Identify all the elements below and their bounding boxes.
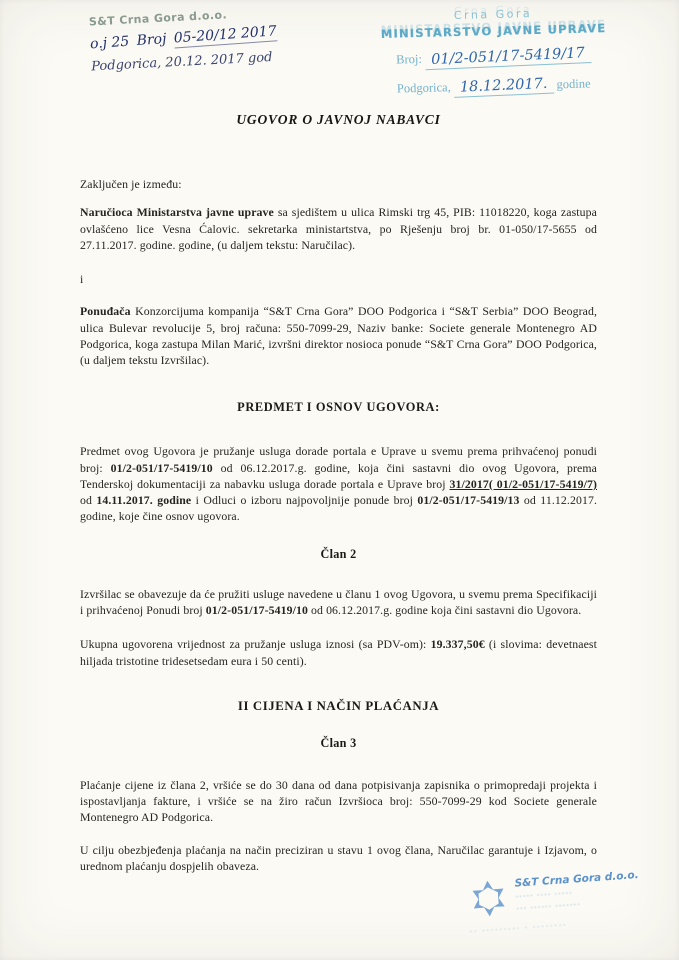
heading-clan-2: Član 2	[320, 546, 357, 561]
paragraph-narucilac: Naručioca Ministarstva javne uprave sa sjedištem u ulica Rimski trg 45, PIB: 11018220, koga zastupa ovlašćeno lice Vesna Ćalovic. sekretarka ministartstva, po Rješenju broj br. 01-050/17-5655 od 27.11.2017. godine. godine, (u daljem tekstu: Naručilac).	[80, 205, 597, 252]
contract-body	[80, 0, 597, 874]
ministry-name-label: MINISTARSTVO JAVNE UPRAVE	[380, 21, 607, 41]
ministry-country-label: Crna Gora	[453, 6, 533, 23]
paragraph-placanje: Plaćanje cijene iz člana 2, vršiće se do 30 dana od dana potpisivanja zapisnika o primopredaji projekta i ispostavljanja fakture, i vršiće se na žiro račun Izvršioca broj: 550-7099-29 kod Societe generale Montenegro AD Podgorica.	[80, 777, 597, 825]
place-label: Podgorica,	[396, 80, 451, 96]
stamp-company-name: S&T Crna Gora d.o.o.	[514, 869, 640, 890]
heading-predmet-i-osnov: PREDMET I OSNOV UGOVORA:	[237, 400, 440, 415]
paragraph-ugovorena-vrijednost: Ukupna ugovorena vrijednost za pružanje usluga iznosi (sa PDV-om): 19.337,50€ (i slovima: devetnaest hiljada tristotine tridesetsedam eura i 50 centi).	[80, 637, 597, 668]
paragraph-ponudjac: Ponuđača Konzorcijuma kompanija “S&T Crna Gora” DOO Podgorica i “S&T Serbia” DOO Beograd, ulica Bulevar revolucije 5, broj računa: 550-7099-29, Naziv banke: Societe generale Montenegro AD Podgorica, koga zastupa Milan Marić, izvršni direktor nosioca ponude “S&T Crna Gora” DOO Podgorica, (u daljem tekstu Izvršilac).	[80, 304, 597, 368]
heading-clan-3: Član 3	[320, 735, 357, 750]
stamp-fine-print-3: ·· ········· · ········	[469, 921, 568, 936]
paragraph-obaveza-izvrsioca: Izvršilac se obavezuje da će pružiti usluge navedene u članu 1 ovog Ugovora, u svemu prema Specifikaciji i prihvaćenoj Ponudi broj 01/2-051/17-5419/10 od 06.12.2017.g. godine koja čini sastavni dio Ugovora.	[80, 586, 597, 617]
heading-cijena-i-nacin-placanja: II CIJENA I NAČIN PLAĆANJA	[237, 698, 440, 713]
paragraph-intro: Zaključen je između:	[80, 177, 182, 191]
protocol-broj-label: Broj	[136, 31, 167, 50]
date-value-handwritten: 18.12.2017.	[454, 76, 554, 98]
paragraph-predmet: Predmet ovog Ugovora je pružanje usluga dorade portala e Uprave u svemu prema prihvaćenoj ponudi broj: 01/2-051/17-5419/10 od 06.12.2017.g. godine, koja čini sastavni dio ovog Ugovora, prema Tenderskoj dokumentaciji za nabavku usluga dorade portala e Uprave broj 31/2017( 01/2-051/17-5419/7) od 14.11.2017. godine i Odluci o izboru najpovoljnije ponude broj 01/2-051/17-5419/13 od 11.12.2017. godine, koje čine osnov ugovora.	[80, 444, 598, 524]
stamp-text-block	[514, 869, 641, 914]
snt-star-logo-icon	[466, 876, 511, 926]
date-suffix-label: godine	[556, 76, 591, 92]
stamp-fine-print-2: ··· ······ ·······	[516, 900, 582, 914]
broj-value-handwritten: 01/2-051/17-5419/17	[425, 45, 591, 70]
handwritten-place-date: Podgorica, 20.12. 2017 god	[90, 49, 273, 75]
protocol-number-value: 05-20/12 2017	[173, 23, 278, 47]
paragraph-garancija-placanja: U cilju obezbjeđenja plaćanja na način preciziran u stavu 1 ovog člana, Naručilac garantuje i Izjavom, o urednom plaćanju dospjelih obaveza.	[80, 842, 597, 873]
protocol-prefix: o.j 25	[89, 33, 130, 53]
paragraph-separator-i: i	[80, 272, 84, 287]
company-stamp-text: S&T Crna Gora d.o.o.	[88, 8, 228, 29]
broj-label: Broj:	[395, 51, 423, 67]
stamp-fine-print-1: ····· ···· ·····	[515, 888, 574, 902]
contract-title: UGOVOR O JAVNOJ NABAVCI	[236, 112, 441, 127]
stamp-bottom-right	[466, 867, 669, 936]
